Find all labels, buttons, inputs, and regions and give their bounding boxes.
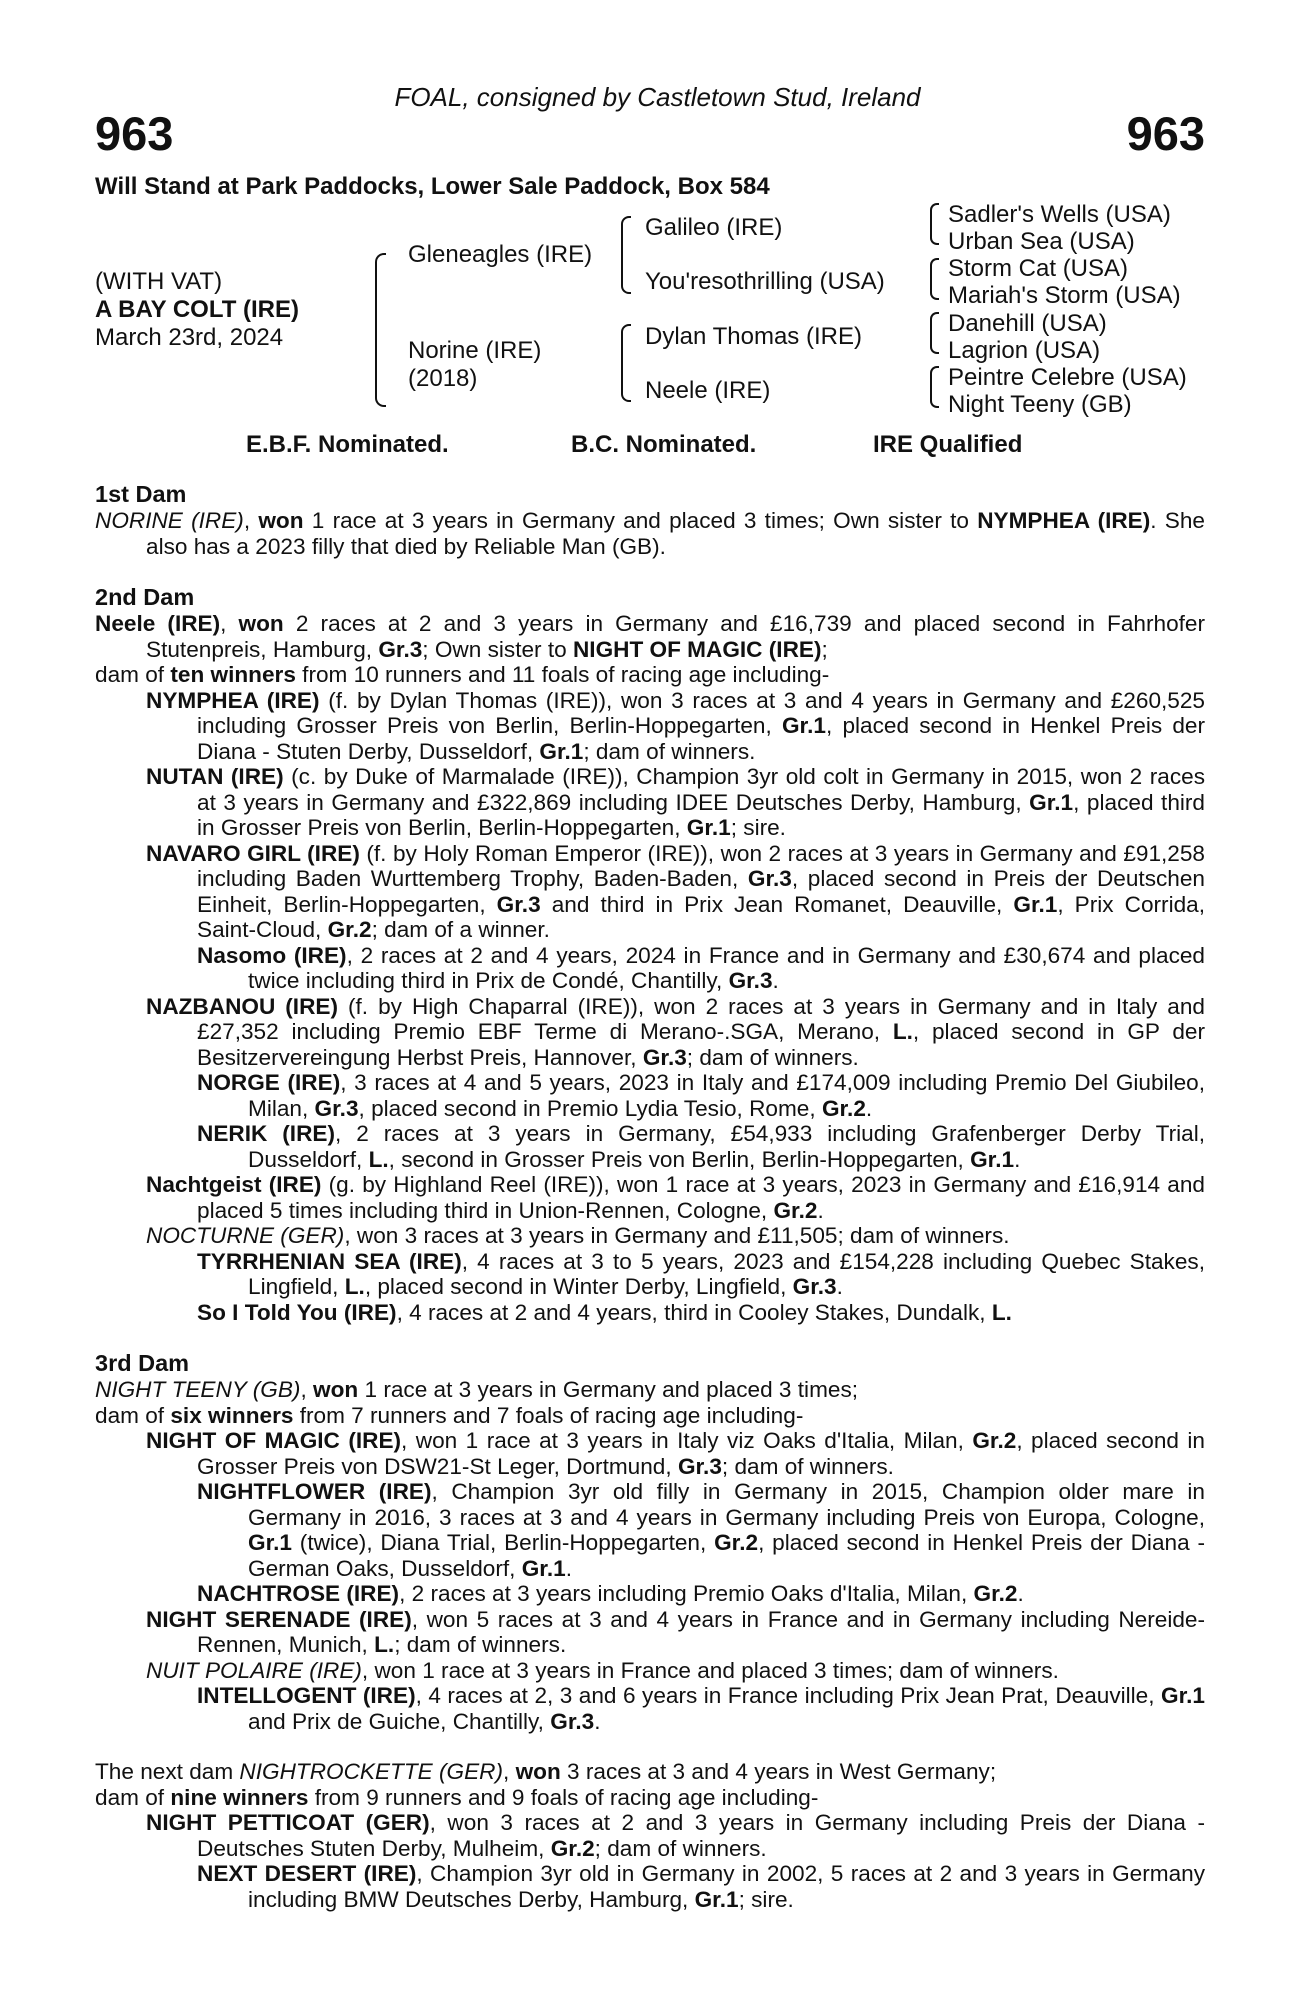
pedigree-sire: Gleneagles (IRE) <box>408 241 593 268</box>
produce-nasomo: Nasomo (IRE), 2 races at 2 and 4 years, 2024 in France and in Germany and £30,674 and placed twice including third in Prix de Condé, Chantilly, Gr.3. <box>197 942 1205 993</box>
third-dam-entry: NIGHT TEENY (GB), won 1 race at 3 years in Germany and placed 3 times; <box>95 1377 859 1402</box>
third-dam-produce-line: dam of six winners from 7 runners and 7 foals of racing age including- <box>95 1402 804 1428</box>
second-dam-heading: 2nd Dam <box>95 584 195 610</box>
pedigree-brace-ss <box>930 203 939 245</box>
pedigree-dam-year: (2018) <box>408 365 478 392</box>
ebf-nomination: E.B.F. Nominated. <box>246 431 449 458</box>
lot-number-right: 963 <box>1126 107 1205 160</box>
produce-so-i-told-you: So I Told You (IRE), 4 races at 2 and 4 years, third in Cooley Stakes, Dundalk, L. <box>197 1299 1012 1325</box>
pedigree-dam-sire: Dylan Thomas (IRE) <box>645 323 862 350</box>
produce-intellogent: INTELLOGENT (IRE), 4 races at 2, 3 and 6 years in France including Prix Jean Prat, Deauville, Gr.1 and Prix de Guiche, Chantilly, Gr.3. <box>197 1683 1205 1734</box>
horse-name: A BAY COLT (IRE) <box>95 296 300 323</box>
produce-nocturne: NOCTURNE (GER), won 3 races at 3 years in Germany and £11,505; dam of winners. <box>146 1223 1010 1248</box>
produce-night-of-magic: NIGHT OF MAGIC (IRE), won 1 race at 3 years in Italy viz Oaks d'Italia, Milan, Gr.2, placed second in Grosser Preis von DSW21-St Leger, Dortmund, Gr.3; dam of winners. <box>146 1428 1205 1479</box>
pedigree-g3-6: Lagrion (USA) <box>948 337 1101 364</box>
second-dam-produce-line: dam of ten winners from 10 runners and 11 foals of racing age including- <box>95 662 830 687</box>
produce-nymphea: NYMPHEA (IRE) (f. by Dylan Thomas (IRE)), won 3 races at 3 and 4 years in Germany and £260,525 including Grosser Preis von Berlin, Berlin-Hoppegarten, Gr.1, placed second in Henkel Preis der Diana - Stuten Derby, Dusseldorf, Gr.1; dam of winners. <box>146 687 1205 764</box>
pedigree-g3-1: Sadler's Wells (USA) <box>948 201 1171 228</box>
pedigree-g3-3: Storm Cat (USA) <box>948 255 1129 282</box>
first-dam-heading: 1st Dam <box>95 481 187 507</box>
first-dam-entry: NORINE (IRE), won 1 race at 3 years in Germany and placed 3 times; Own sister to NYMPHEA (IRE). She also has a 2023 filly that died by Reliable Man (GB). <box>95 508 1205 559</box>
produce-nerik: NERIK (IRE), 2 races at 3 years in Germany, £54,933 including Grafenberger Derby Trial, Dusseldorf, L., second in Grosser Preis von Berlin, Berlin-Hoppegarten, Gr.1. <box>197 1121 1205 1172</box>
pedigree-brace-dam <box>621 324 631 402</box>
pedigree-dam: Norine (IRE) <box>408 337 542 364</box>
pedigree-brace-sire <box>621 216 631 294</box>
ire-qualified: IRE Qualified <box>873 431 1023 458</box>
pedigree-g3-5: Danehill (USA) <box>948 310 1107 337</box>
pedigree-g3-2: Urban Sea (USA) <box>948 228 1135 255</box>
produce-night-petticoat: NIGHT PETTICOAT (GER), won 3 races at 2 and 3 years in Germany including Preis der Diana - Deutsches Stuten Derby, Mulheim, Gr.2; dam of winners. <box>146 1810 1205 1861</box>
pedigree-sire-dam: You'resothrilling (USA) <box>645 268 885 295</box>
pedigree-brace-sd <box>930 258 939 300</box>
pedigree-g3-4: Mariah's Storm (USA) <box>948 282 1181 309</box>
next-dam-entry: The next dam NIGHTROCKETTE (GER), won 3 races at 3 and 4 years in West Germany; <box>95 1759 997 1784</box>
produce-next-desert: NEXT DESERT (IRE), Champion 3yr old in Germany in 2002, 5 races at 2 and 3 years in Germany including BMW Deutsches Derby, Hamburg, Gr.1; sire. <box>197 1861 1206 1912</box>
pedigree-brace-dd <box>930 366 939 408</box>
pedigree-brace-main <box>375 253 386 407</box>
produce-nuit-polaire: NUIT POLAIRE (IRE), won 1 race at 3 years in France and placed 3 times; dam of winners. <box>146 1657 1059 1683</box>
second-dam-entry: Neele (IRE), won 2 races at 2 and 3 years in Germany and £16,739 and placed second in Fahrhofer Stutenpreis, Hamburg, Gr.3; Own sister to NIGHT OF MAGIC (IRE); <box>95 611 1205 662</box>
produce-nachtgeist: Nachtgeist (IRE) (g. by Highland Reel (IRE)), won 1 race at 3 years, 2023 in Germany and £16,914 and placed 5 times including third in Union-Rennen, Cologne, Gr.2. <box>146 1172 1205 1223</box>
produce-navaro-girl: NAVARO GIRL (IRE) (f. by Holy Roman Emperor (IRE)), won 2 races at 3 years in Germany and £91,258 including Baden Wurttemberg Trophy, Baden-Baden, Gr.3, placed second in Preis der Deutschen Einheit, Berlin-Hoppegarten, Gr.3 and third in Prix Jean Romanet, Deauville, Gr.1, Prix Corrida, Saint-Cloud, Gr.2; dam of a winner. <box>146 840 1205 942</box>
produce-norge: NORGE (IRE), 3 races at 4 and 5 years, 2023 in Italy and £174,009 including Premio Del Giubileo, Milan, Gr.3, placed second in Premio Lydia Tesio, Rome, Gr.2. <box>197 1070 1205 1121</box>
family-text <box>95 481 1205 1912</box>
pedigree-g3-7: Peintre Celebre (USA) <box>948 364 1187 391</box>
produce-nutan: NUTAN (IRE) (c. by Duke of Marmalade (IRE)), Champion 3yr old colt in Germany in 2015, won 2 races at 3 years in Germany and £322,869 including IDEE Deutsches Derby, Hamburg, Gr.1, placed third in Grosser Preis von Berlin, Berlin-Hoppegarten, Gr.1; sire. <box>146 764 1205 840</box>
horse-dob: March 23rd, 2024 <box>95 324 284 351</box>
pedigree-sire-sire: Galileo (IRE) <box>645 214 783 241</box>
lot-number-left: 963 <box>95 107 174 160</box>
produce-nazbanou: NAZBANOU (IRE) (f. by High Chaparral (IRE)), won 2 races at 3 years in Germany and in Italy and £27,352 including Premio EBF Terme di Merano-.SGA, Merano, L., placed second in GP der Besitzervereingung Herbst Preis, Hannover, Gr.3; dam of winners. <box>146 993 1206 1070</box>
produce-nightflower: NIGHTFLOWER (IRE), Champion 3yr old filly in Germany in 2015, Champion older mare in Germany in 2016, 3 races at 3 and 4 years in Germany including Preis von Europa, Cologne, Gr.1 (twice), Diana Trial, Berlin-Hoppegarten, Gr.2, placed second in Henkel Preis der Diana - German Oaks, Dusseldorf, Gr.1. <box>197 1479 1205 1581</box>
produce-tyrrhenian-sea: TYRRHENIAN SEA (IRE), 4 races at 3 to 5 years, 2023 and £154,228 including Quebec Stakes, Lingfield, L., placed second in Winter Derby, Lingfield, Gr.3. <box>197 1248 1205 1299</box>
consignment-line: FOAL, consigned by Castletown Stud, Ireland <box>394 82 921 112</box>
next-dam-produce-line: dam of nine winners from 9 runners and 9 foals of racing age including- <box>95 1784 819 1810</box>
pedigree-g3-8: Night Teeny (GB) <box>948 391 1132 418</box>
produce-night-serenade: NIGHT SERENADE (IRE), won 5 races at 3 and 4 years in France and in Germany including Nereide-Rennen, Munich, L.; dam of winners. <box>146 1606 1205 1657</box>
pedigree-dam-dam: Neele (IRE) <box>645 377 771 404</box>
pedigree-brace-ds <box>930 312 939 354</box>
stand-location: Will Stand at Park Paddocks, Lower Sale Paddock, Box 584 <box>95 173 770 200</box>
bc-nomination: B.C. Nominated. <box>571 431 757 458</box>
vat-note: (WITH VAT) <box>95 268 223 295</box>
produce-nachtrose: NACHTROSE (IRE), 2 races at 3 years including Premio Oaks d'Italia, Milan, Gr.2. <box>197 1581 1024 1606</box>
third-dam-heading: 3rd Dam <box>95 1350 190 1376</box>
